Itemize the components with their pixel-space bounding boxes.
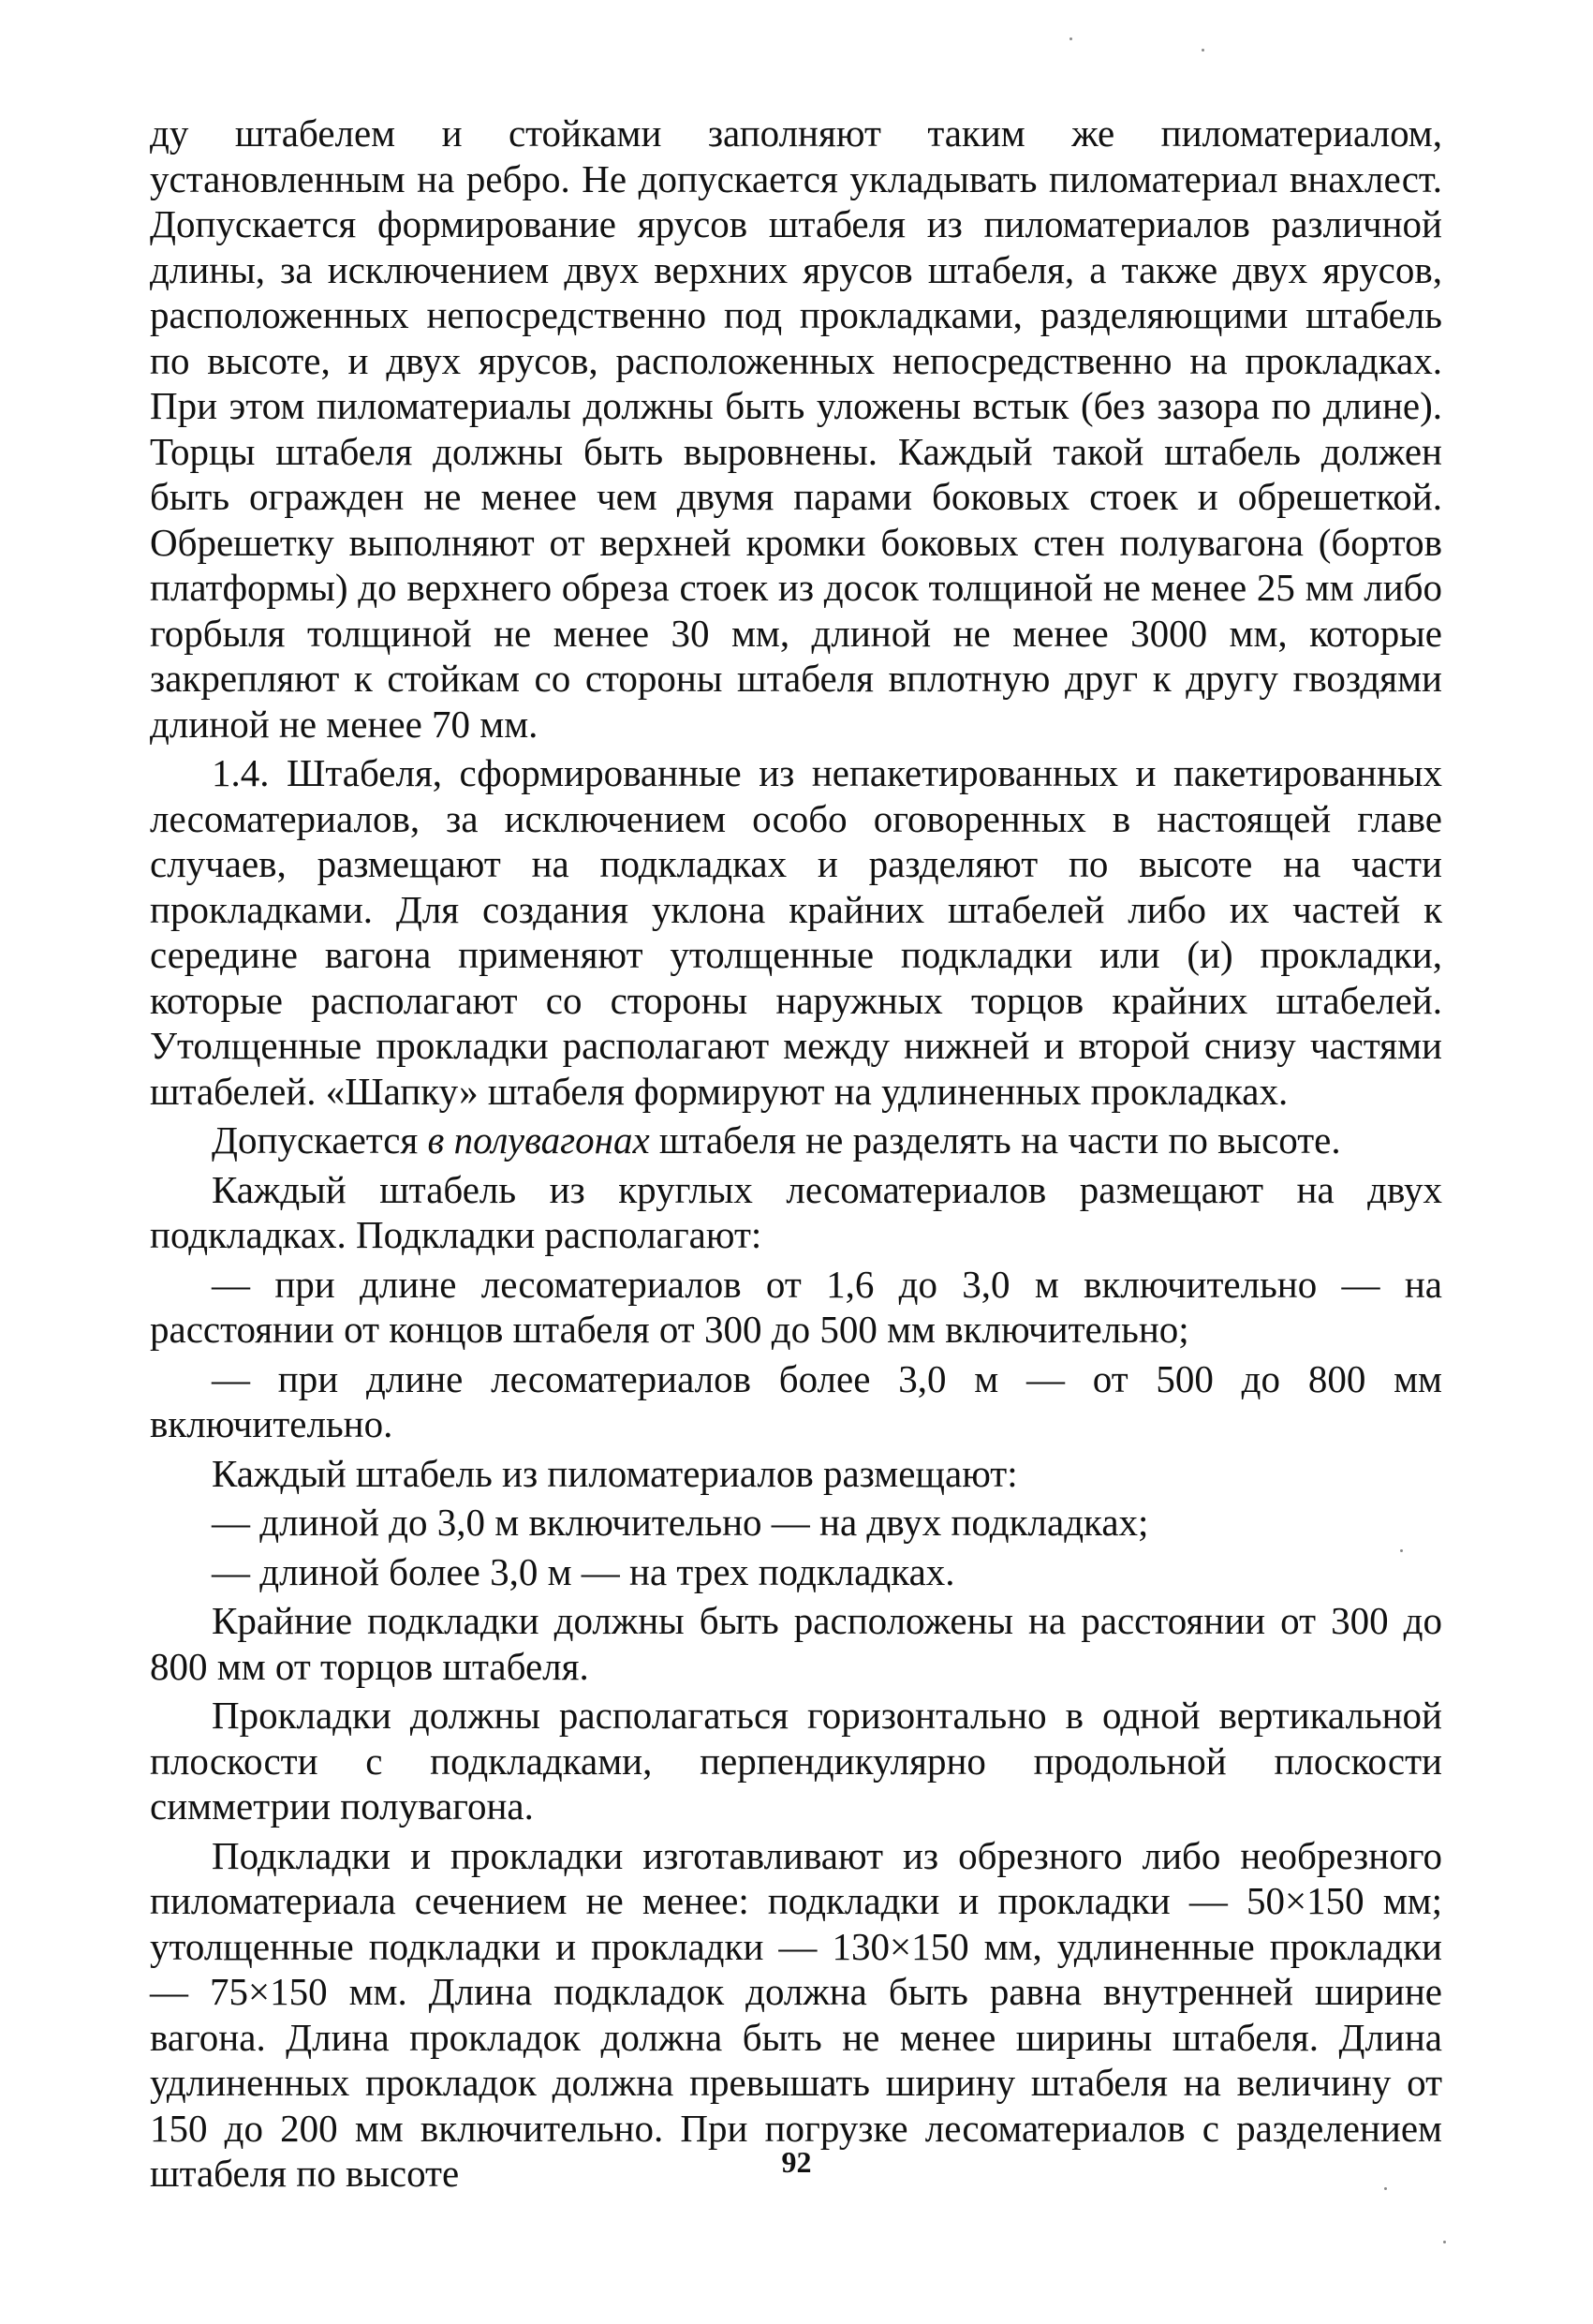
page-number: 92 [781, 2145, 812, 2179]
paragraph-outer-supports: Крайние подкладки должны быть расположены на расстоянии от 300 до 800 мм от торцов штабеля. [150, 1599, 1442, 1688]
scan-speck [1400, 1549, 1403, 1552]
paragraph-sawn-timber: Каждый штабель из пиломатериалов размещают: [212, 1451, 1018, 1495]
scan-speck [1202, 49, 1204, 52]
paragraph-continuation: ду штабелем и стойками заполняют таким же пиломатериалом, установленным на ребро. Не допускается укладывать пиломатериал внахлест. Допускается формирование ярусов штабеля из пиломатериалов различной длины, за исключением двух верхних ярусов штабеля, а также двух ярусов, расположенных непосредственно под прокладками, разделяющими штабель по высоте, и двух ярусов, расположенных непосредственно на прокладках. При этом пиломатериалы должны быть уложены встык (без зазора по длине). Торцы штабеля должны быть выровнены. Каждый такой штабель должен быть огражден не менее чем двумя парами боковых стоек и обрешеткой. Обрешетку выполняют от верхней кромки боковых стен полувагона (бортов платформы) до верхнего обреза стоек из досок толщиной не менее 25 мм либо горбыля толщиной не менее 30 мм, длиной не менее 3000 мм, которые закрепляют к стойкам со стороны штабеля вплотную друг к другу гвоздями длиной не менее 70 мм. [150, 111, 1442, 746]
body-text [150, 111, 1442, 2200]
paragraph-text-part: Допускается [212, 1118, 428, 1162]
list-item-dash: — длиной более 3,0 м — на трех подкладках. [212, 1549, 955, 1593]
paragraph-gondola-exception [150, 1118, 1442, 1163]
list-item-dash: — при длине лесоматериалов от 1,6 до 3,0 м включительно — на расстоянии от концов штабеля от 300 до 500 мм включительно; [150, 1262, 1442, 1351]
scan-speck [1069, 37, 1072, 40]
list-item-dash: — длиной до 3,0 м включительно — на двух подкладках; [212, 1501, 1149, 1544]
italic-emphasis: в полувагонах [427, 1118, 650, 1162]
paragraph-round-timber: Каждый штабель из круглых лесоматериалов размещают на двух подкладках. Подкладки располагают: [150, 1167, 1442, 1256]
scan-speck [1443, 2241, 1446, 2243]
paragraph-section-1-4: 1.4. Штабеля, сформированные из непакетированных и пакетированных лесоматериалов, за исключением особо оговоренных в настоящей главе случаев, размещают на подкладках и разделяют по высоте на части прокладками. Для создания уклона крайних штабелей либо их частей к середине вагона применяют утолщенные подкладки или (и) прокладки, которые располагают со стороны наружных торцов крайних штабелей. Утолщенные прокладки располагают между нижней и второй снизу частями штабелей. «Шапку» штабеля формируют на удлиненных прокладках. [150, 751, 1442, 1113]
paragraph-supports-dimensions: Подкладки и прокладки изготавливают из обрезного либо необрезного пиломатериала сечением не менее: подкладки и прокладки — 50×150 мм; утолщенные подкладки и прокладки — 130×150 мм, удлиненные прокладки — 75×150 мм. Длина подкладок должна быть равна внутренней ширине вагона. Длина прокладок должна быть не менее ширины штабеля. Длина удлиненных прокладок должна превышать ширину штабеля на величину от 150 до 200 мм включительно. При погрузке лесоматериалов с разделением штабеля по высоте [150, 1833, 1442, 2195]
paragraph-spacers-position: Прокладки должны располагаться горизонтально в одной вертикальной плоскости с подкладками, перпендикулярно продольной плоскости симметрии полувагона. [150, 1694, 1442, 1828]
paragraph-text-part: штабеля не разделять на части по высоте. [649, 1118, 1341, 1162]
scan-speck [1384, 2187, 1387, 2190]
list-item-dash: — при длине лесоматериалов более 3,0 м — от 500 до 800 мм включительно. [150, 1356, 1442, 1445]
